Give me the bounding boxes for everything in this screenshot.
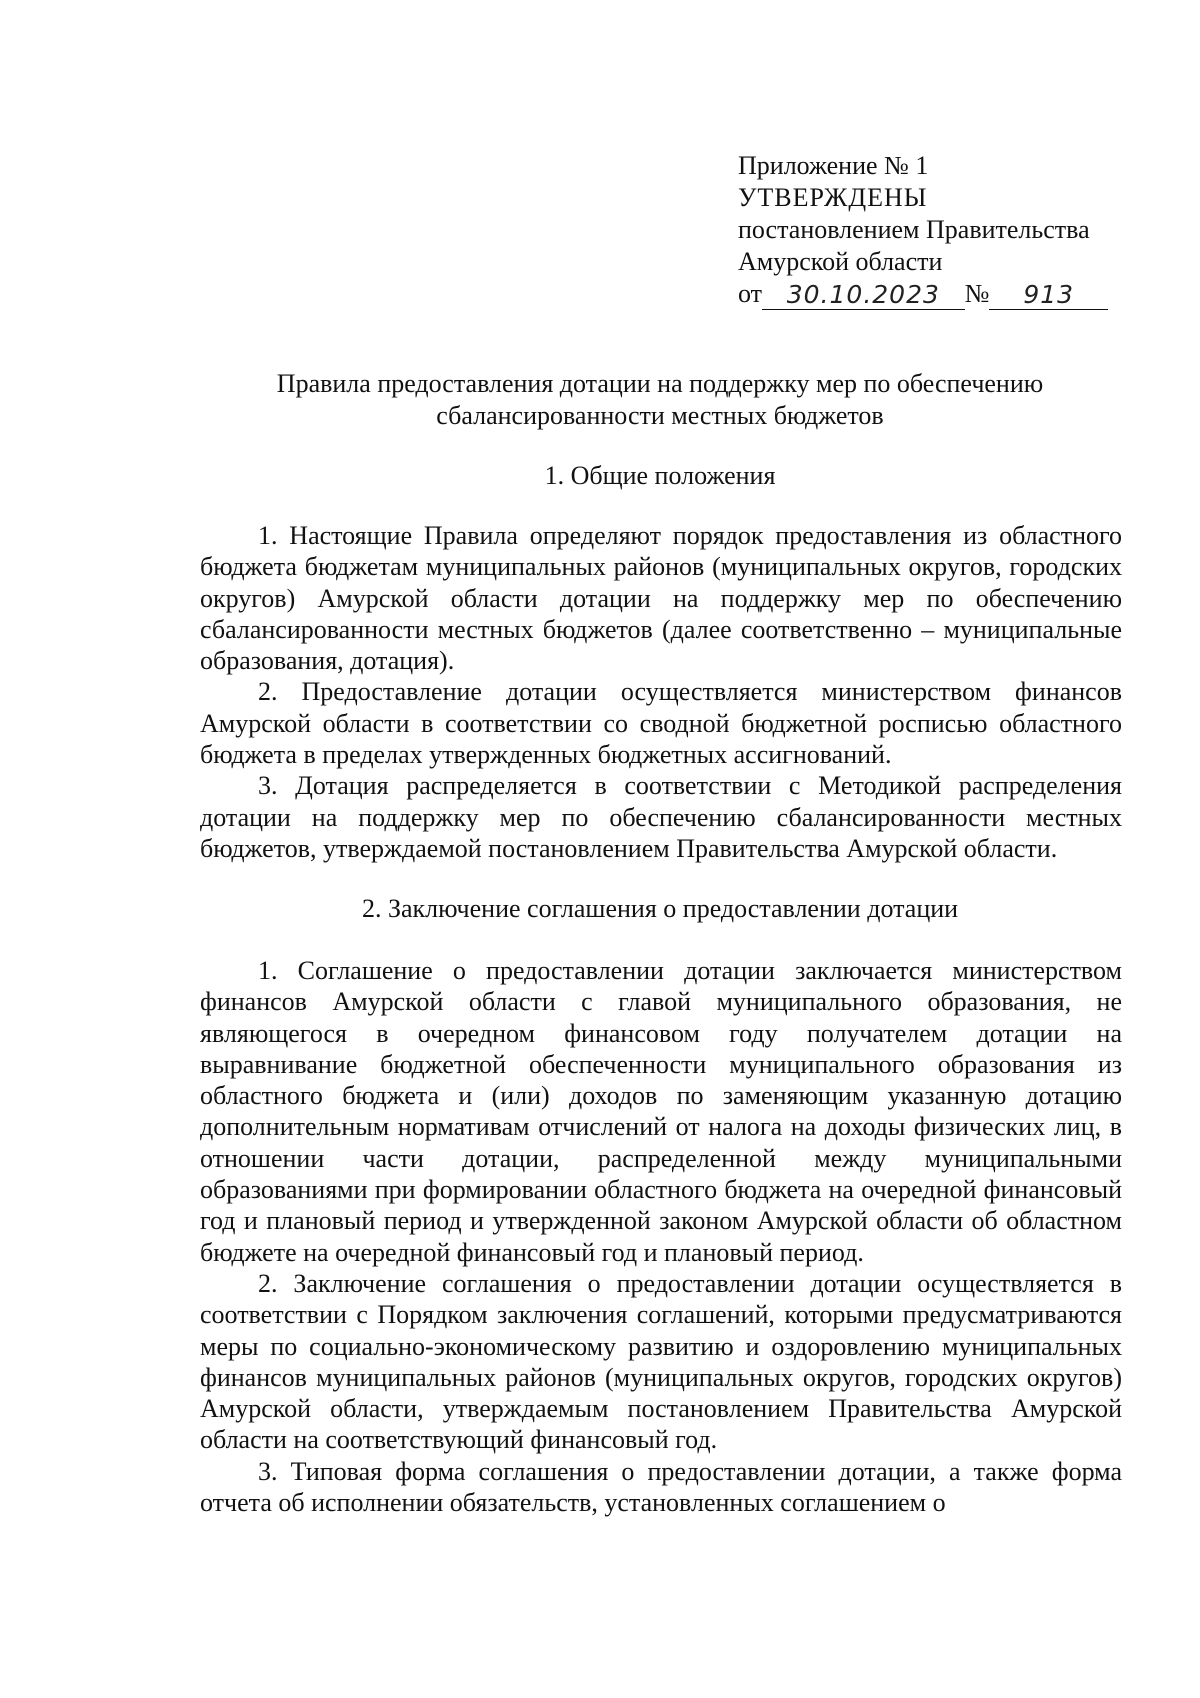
section-1-heading: 1. Общие положения [544, 461, 776, 490]
section-1-paragraph: 3. Дотация распределяется в соответствии с Методикой распределения дотации на поддержку мер по обеспечению сбалансированности местных бюджетов, утверждаемой постановлением Правительства Амурской области. [200, 771, 1122, 863]
region-label: Амурской области [738, 247, 943, 276]
document-title-line-1: Правила предоставления дотации на поддержку мер по обеспечению [276, 369, 1044, 398]
date-prefix: от [738, 279, 763, 308]
section-2-body [200, 955, 1122, 1518]
approved-label: УТВЕРЖДЕНЫ [738, 183, 928, 212]
document-title [200, 368, 1120, 432]
document-title-line-2: сбалансированности местных бюджетов [436, 401, 884, 430]
approval-block [738, 150, 1108, 310]
number-field [989, 281, 1108, 310]
handwritten-date: 30.10.2023 [786, 280, 940, 309]
section-2-heading: 2. Заключение соглашения о предоставлении дотации [361, 894, 959, 923]
section-1-body [200, 520, 1122, 864]
section-2-paragraph: 1. Соглашение о предоставлении дотации заключается министерством финансов Амурской области с главой муниципального образования, не являющегося в очередном финансовом году получателем дотации на выравнивание бюджетной обеспеченности муниципального образования из областного бюджета и (или) доходов по заменяющим указанную дотацию дополнительным нормативам отчислений от налога на доходы физических лиц, в отношении части дотации, распределенной между муниципальными образованиями при формировании областного бюджета на очередной финансовый год и плановый период и утвержденной законом Амурской области об областном бюджете на очередной финансовый год и плановый период. [200, 956, 1122, 1267]
appendix-label: Приложение № 1 [738, 151, 929, 180]
number-label: № [964, 279, 990, 308]
resolution-label: постановлением Правительства [738, 215, 1090, 244]
section-2-paragraph: 2. Заключение соглашения о предоставлении дотации осуществляется в соответствии с Порядком заключения соглашений, которыми предусматриваются меры по социально-экономическому развитию и оздоровлению муниципальных финансов муниципальных районов (муниципальных округов, городских округов) Амурской области, утверждаемым постановлением Правительства Амурской области на соответствующий финансовый год. [200, 1268, 1122, 1455]
date-number-line [738, 278, 1108, 310]
section-1-paragraph: 2. Предоставление дотации осуществляется министерством финансов Амурской области в соответствии со сводной бюджетной росписью областного бюджета в пределах утвержденных бюджетных ассигнований. [200, 677, 1122, 770]
section-2-paragraph: 3. Типовая форма соглашения о предоставлении дотации, а также форма отчета об исполнении обязательств, установленных соглашением о [200, 1456, 1122, 1518]
section-1-paragraph: 1. Настоящие Правила определяют порядок предоставления из областного бюджета бюджетам муниципальных районов (муниципальных округов, городских округов) Амурской области дотации на поддержку мер по обеспечению сбалансированности местных бюджетов (далее соответственно – муниципальные образования, дотация). [200, 521, 1122, 676]
handwritten-number: 913 [1023, 280, 1075, 309]
date-field [762, 281, 965, 310]
